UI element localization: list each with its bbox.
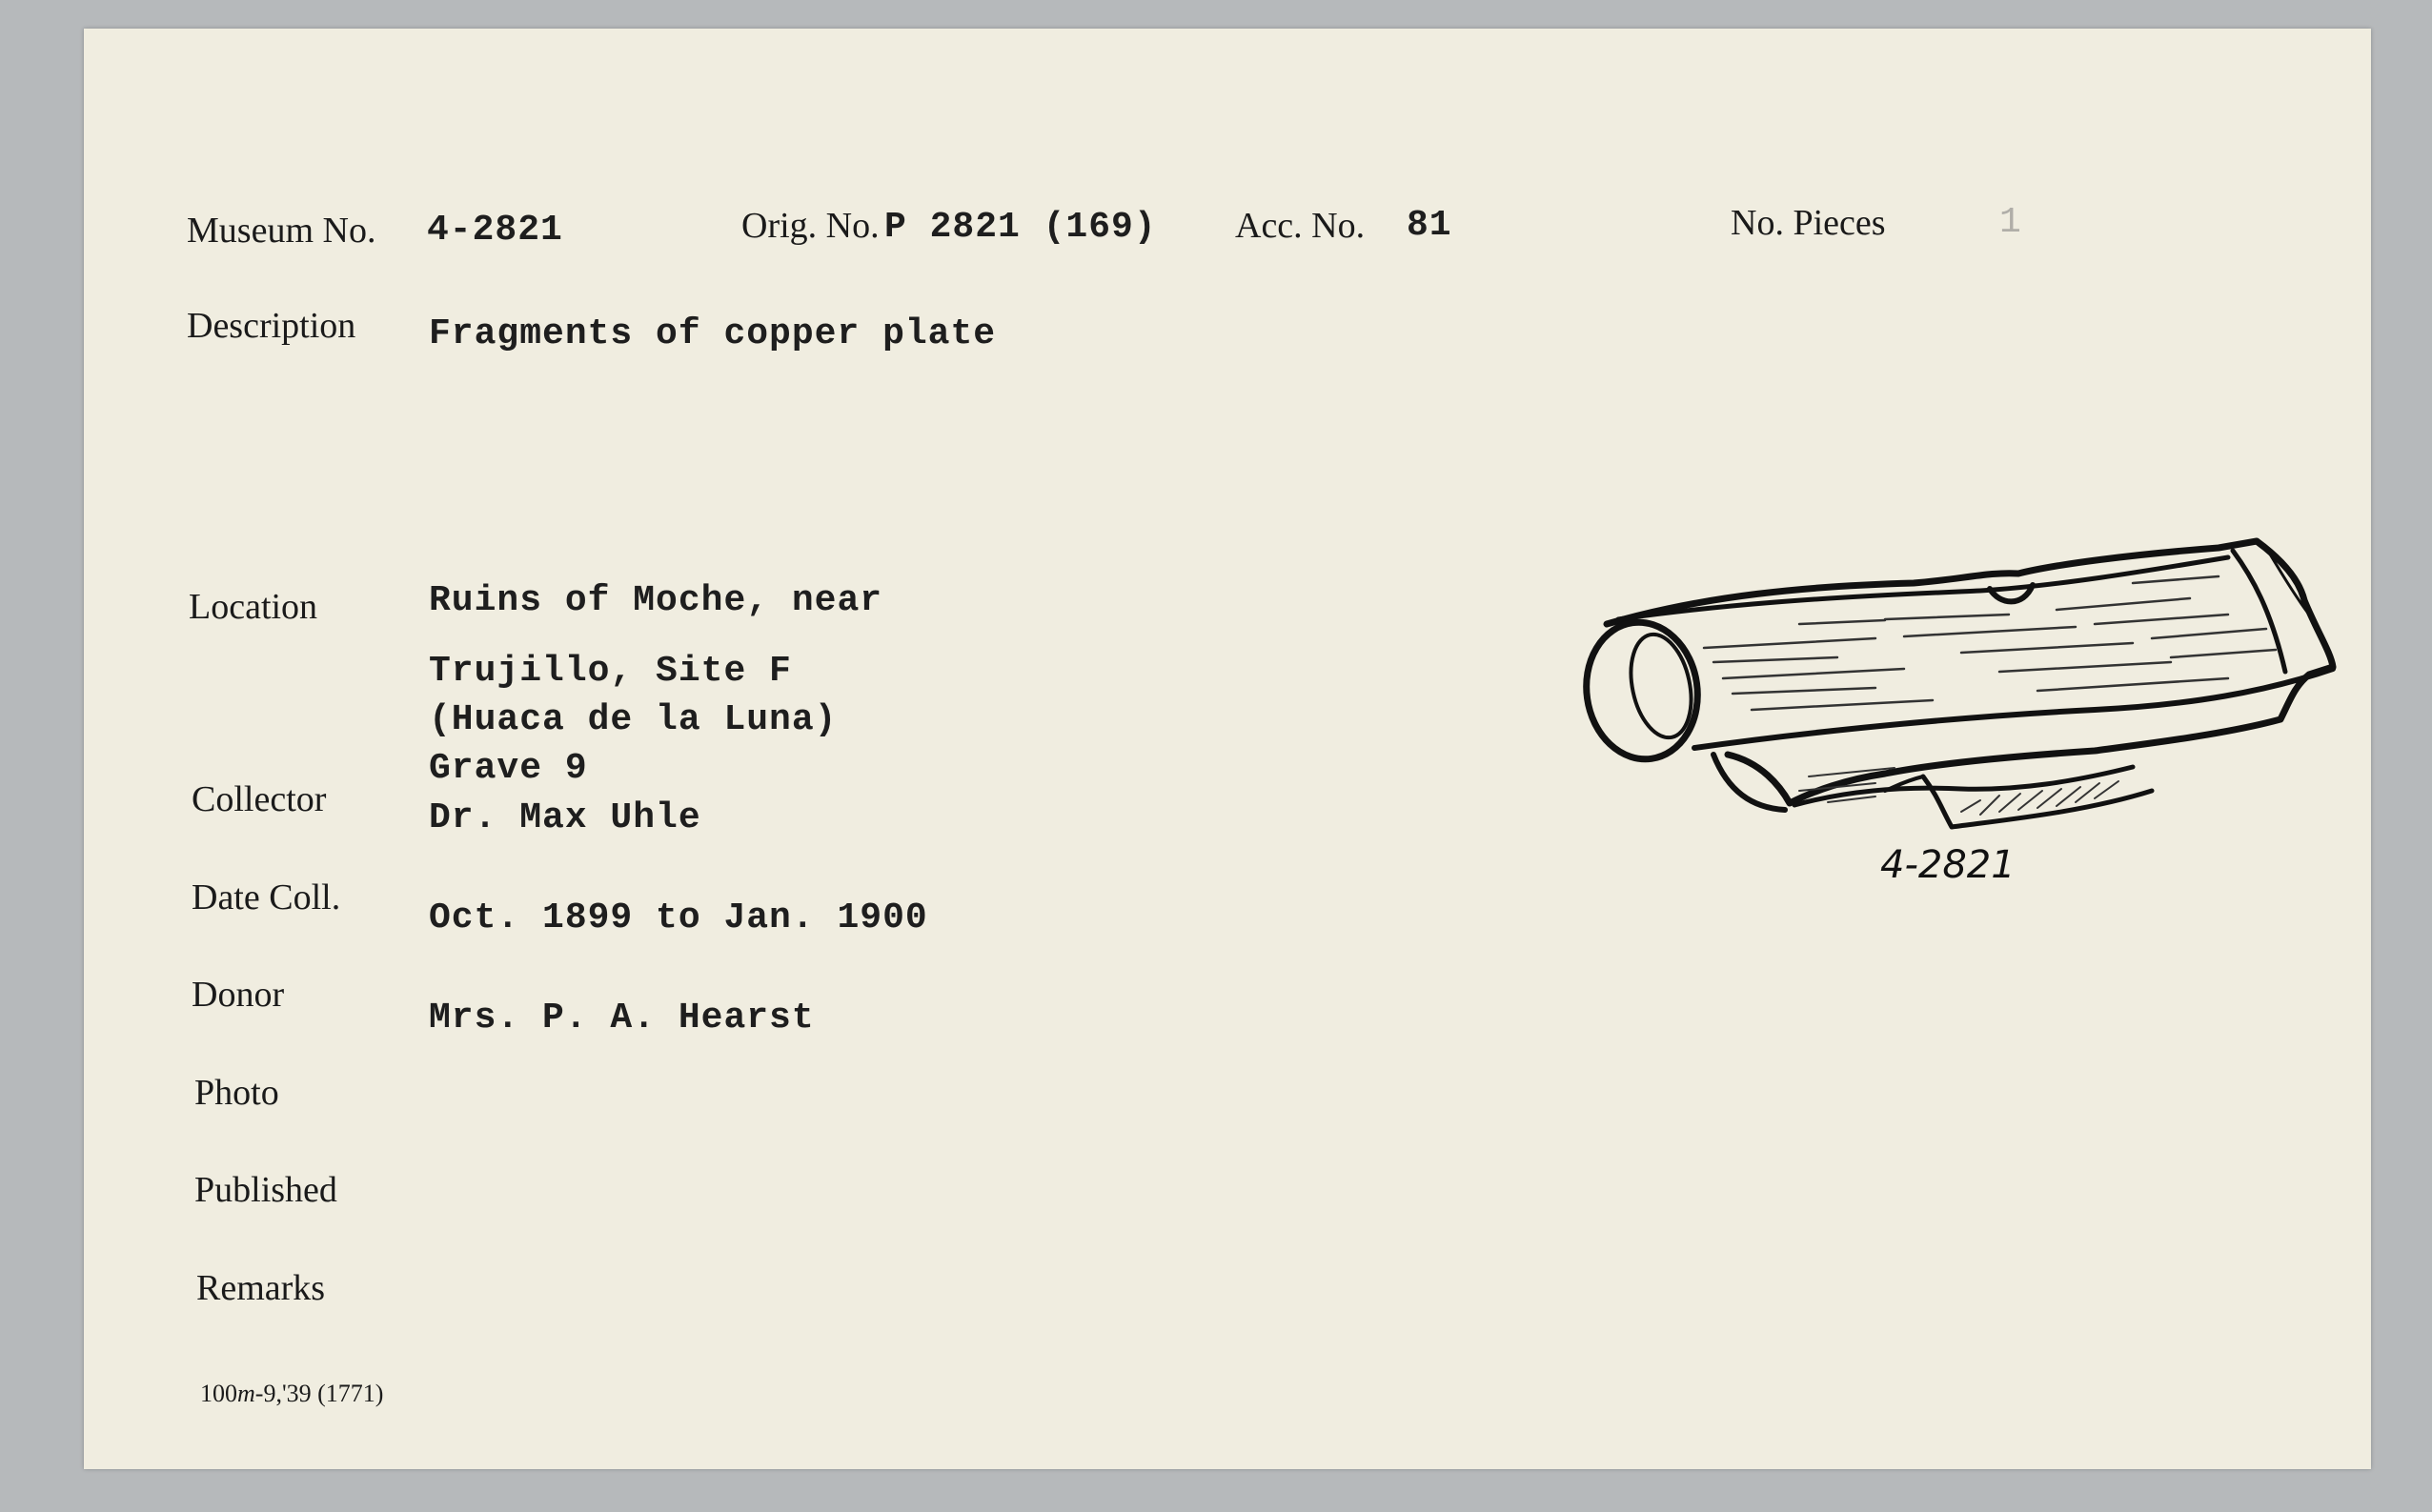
location-line-3: (Huaca de la Luna): [429, 699, 838, 740]
acc-no-value: 81: [1407, 205, 1452, 246]
location-label: Location: [189, 587, 318, 627]
photo-label: Photo: [194, 1073, 279, 1113]
donor-value: Mrs. P. A. Hearst: [429, 998, 815, 1038]
location-line-4: Grave 9: [429, 748, 588, 789]
description-value: Fragments of copper plate: [429, 313, 997, 354]
museum-no-label: Museum No.: [187, 211, 376, 251]
drawing-catalog-number: 4-2821: [1880, 843, 2016, 887]
pieces-label: No. Pieces: [1731, 203, 1886, 243]
published-label: Published: [194, 1170, 337, 1210]
collector-label: Collector: [192, 779, 327, 819]
orig-no-label: Orig. No.: [741, 206, 880, 246]
description-label: Description: [187, 306, 356, 346]
orig-no-value: P 2821 (169): [884, 207, 1157, 248]
location-line-1: Ruins of Moche, near: [429, 580, 883, 621]
catalog-card: [84, 29, 2371, 1469]
remarks-label: Remarks: [196, 1268, 326, 1308]
pieces-value: 1: [1999, 202, 2022, 243]
date-value: Oct. 1899 to Jan. 1900: [429, 897, 928, 938]
acc-no-label: Acc. No.: [1235, 206, 1366, 246]
date-label: Date Coll.: [192, 877, 341, 917]
museum-no-value: 4-2821: [427, 210, 563, 251]
print-code: 100m-9,'39 (1771): [200, 1380, 384, 1407]
collector-value: Dr. Max Uhle: [429, 797, 701, 838]
location-line-2: Trujillo, Site F: [429, 651, 792, 692]
donor-label: Donor: [192, 975, 285, 1015]
